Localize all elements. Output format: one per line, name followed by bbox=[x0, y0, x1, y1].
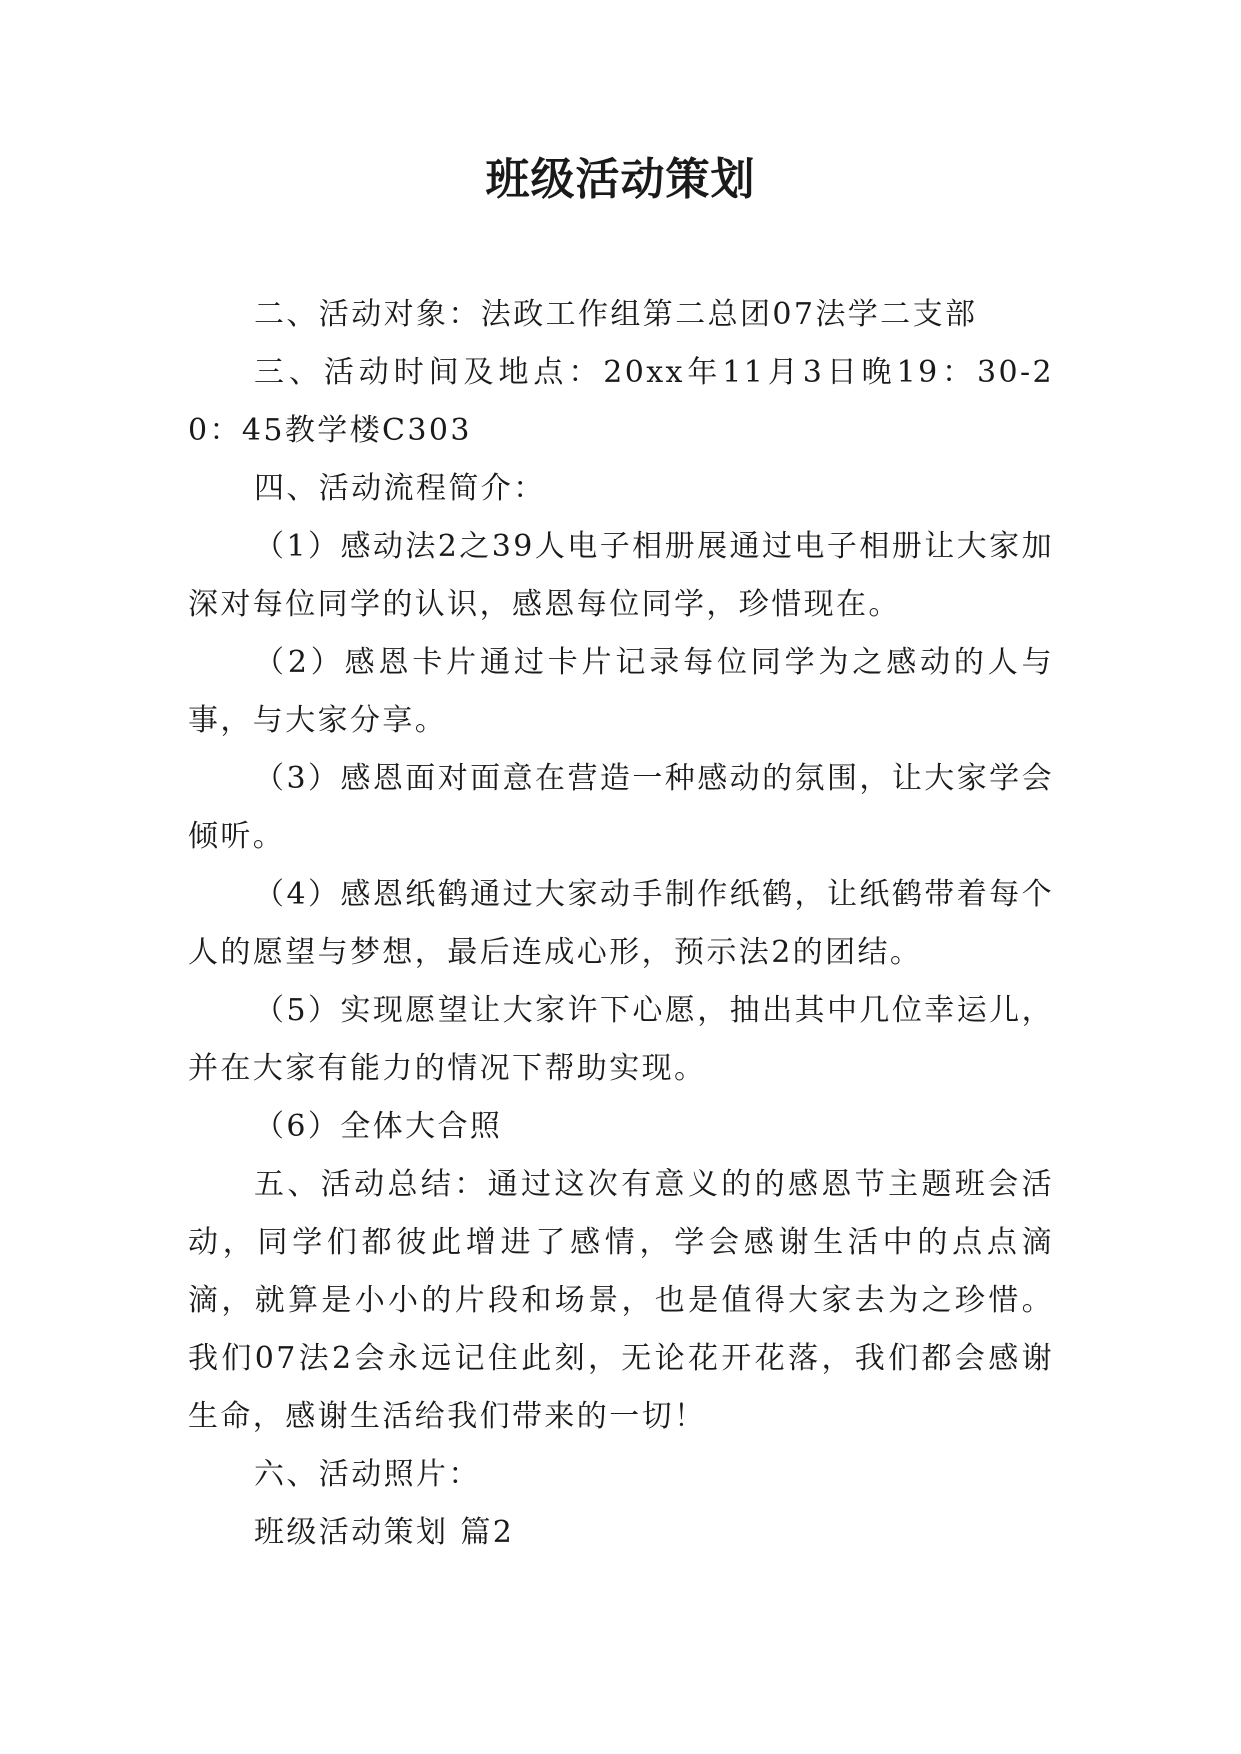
paragraph-photos-heading: 六、活动照片： bbox=[254, 1457, 481, 1492]
paragraph-step-4: （4）感恩纸鹤通过大家动手制作纸鹤，让纸鹤带着每个人的愿望与梦想，最后连成心形，预示法2的团结。 bbox=[188, 877, 1054, 970]
paragraph-target-audience: 二、活动对象：法政工作组第二总团07法学二支部 bbox=[254, 297, 978, 332]
document-body bbox=[188, 286, 1054, 1562]
paragraph-process-heading: 四、活动流程简介： bbox=[254, 471, 546, 506]
paragraph-step-1: （1）感动法2之39人电子相册展通过电子相册让大家加深对每位同学的认识，感恩每位同学，珍惜现在。 bbox=[188, 529, 1054, 622]
document-title: 班级活动策划 bbox=[485, 154, 756, 205]
paragraph-time-location: 三、活动时间及地点：20xx年11月3日晚19：30-20：45教学楼C303 bbox=[188, 355, 1054, 448]
paragraph-step-3: （3）感恩面对面意在营造一种感动的氛围，让大家学会倾听。 bbox=[188, 761, 1054, 854]
paragraph-step-6: （6）全体大合照 bbox=[254, 1109, 503, 1144]
paragraph-summary: 五、活动总结：通过这次有意义的的感恩节主题班会活动，同学们都彼此增进了感情，学会感谢生活中的点点滴滴，就算是小小的片段和场景，也是值得大家去为之珍惜。我们07法2会永远记住此刻，无论花开花落，我们都会感谢生命，感谢生活给我们带来的一切！ bbox=[188, 1167, 1054, 1434]
paragraph-next-section: 班级活动策划 篇2 bbox=[254, 1515, 515, 1550]
paragraph-step-2: （2）感恩卡片通过卡片记录每位同学为之感动的人与事，与大家分享。 bbox=[188, 645, 1054, 738]
paragraph-step-5: （5）实现愿望让大家许下心愿，抽出其中几位幸运儿，并在大家有能力的情况下帮助实现。 bbox=[188, 993, 1054, 1086]
